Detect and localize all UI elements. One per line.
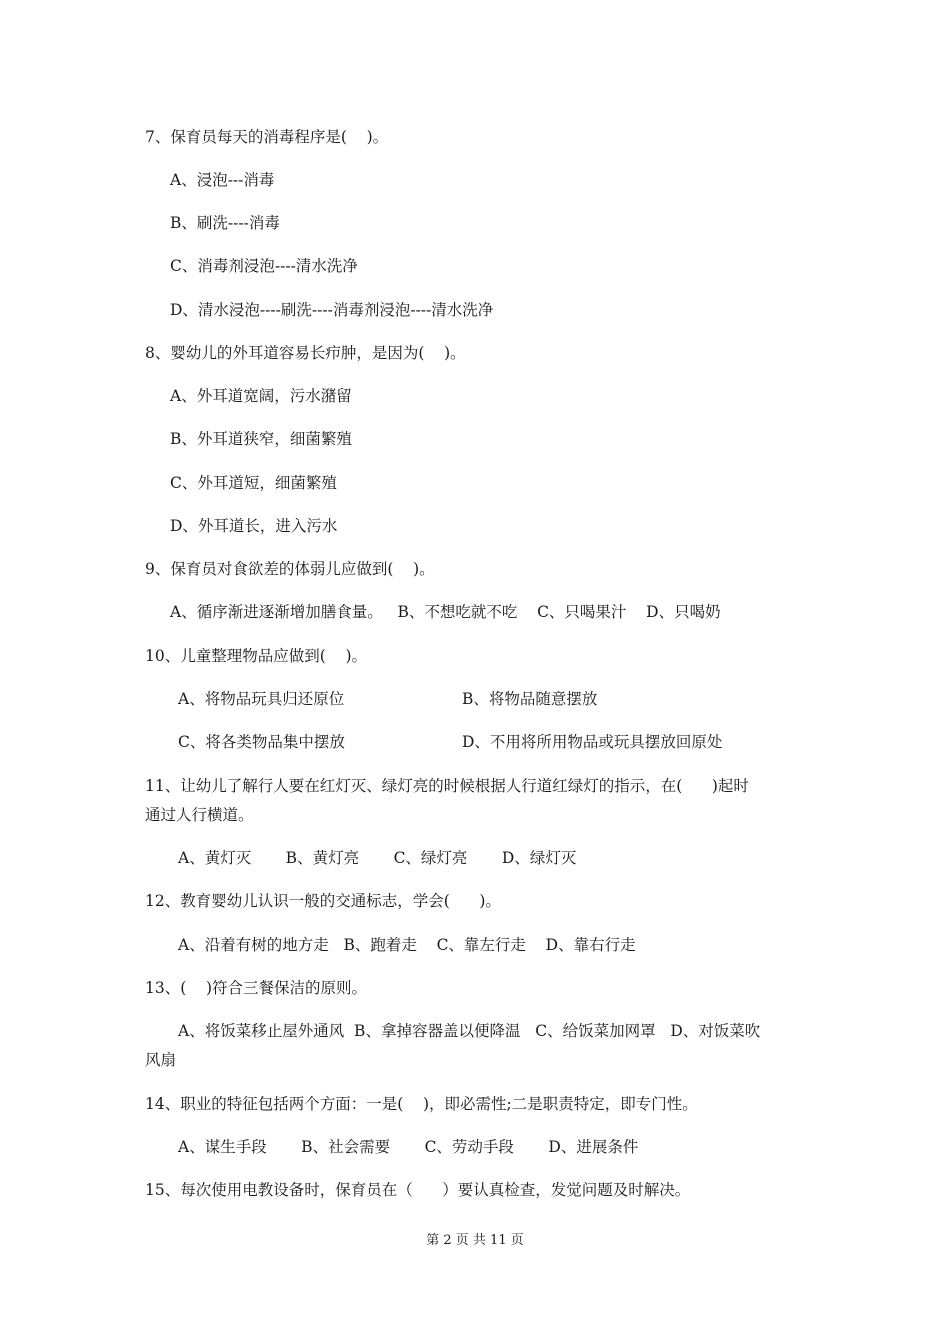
question-8-option-a: A、外耳道宽阔，污水潴留: [170, 387, 352, 405]
question-10-stem: 10、儿童整理物品应做到( )。: [145, 647, 368, 665]
question-11-options: A、黄灯灭 B、黄灯亮 C、绿灯亮 D、绿灯灭: [178, 849, 577, 867]
question-10-option-d: D、不用将所用物品或玩具摆放回原处: [462, 733, 723, 751]
question-14-stem: 14、职业的特征包括两个方面：一是( )，即必需性;二是职责特定，即专门性。: [145, 1095, 698, 1113]
question-12-options: A、沿着有树的地方走 B、跑着走 C、靠左行走 D、靠右行走: [178, 936, 636, 954]
question-11-stem-line1: 11、让幼儿了解行人要在红灯灭、绿灯亮的时候根据人行道红绿灯的指示，在( )起时: [145, 777, 749, 795]
question-10-option-a: A、将物品玩具归还原位: [178, 690, 345, 708]
question-8-option-d: D、外耳道长，进入污水: [170, 517, 338, 535]
question-12-stem: 12、教育婴幼儿认识一般的交通标志，学会( )。: [145, 892, 501, 910]
question-13-options-line1: A、将饭菜移止屋外通风 B、拿掉容器盖以便降温 C、给饭菜加网罩 D、对饭菜吹: [178, 1022, 761, 1040]
question-10-option-c: C、将各类物品集中摆放: [178, 733, 345, 751]
question-10-option-b: B、将物品随意摆放: [462, 690, 598, 708]
question-11-stem-line2: 通过人行横道。: [145, 806, 254, 824]
question-13-options-line2: 风扇: [145, 1051, 177, 1069]
question-14-options: A、谋生手段 B、社会需要 C、劳动手段 D、进展条件: [178, 1138, 639, 1156]
question-7-option-c: C、消毒剂浸泡----清水洗净: [170, 257, 358, 275]
question-8-stem: 8、婴幼儿的外耳道容易长疖肿，是因为( )。: [145, 344, 466, 362]
question-9-stem: 9、保育员对食欲差的体弱儿应做到( )。: [145, 560, 435, 578]
question-15-stem: 15、每次使用电教设备时，保育员在（ ）要认真检查，发觉问题及时解决。: [145, 1181, 691, 1199]
question-7-option-a: A、浸泡---消毒: [170, 171, 275, 189]
question-9-options: A、循序渐进逐渐增加膳食量。 B、不想吃就不吃 C、只喝果汁 D、只喝奶: [170, 603, 721, 621]
question-8-option-c: C、外耳道短，细菌繁殖: [170, 474, 337, 492]
page-number-footer: 第 2 页 共 11 页: [426, 1233, 524, 1248]
question-7-stem: 7、保育员每天的消毒程序是( )。: [145, 128, 389, 146]
question-7-option-b: B、刷洗----消毒: [170, 214, 280, 232]
question-7-option-d: D、清水浸泡----刷洗----消毒剂浸泡----清水洗净: [170, 301, 494, 319]
question-8-option-b: B、外耳道狭窄，细菌繁殖: [170, 430, 352, 448]
question-13-stem: 13、( )符合三餐保洁的原则。: [145, 979, 368, 997]
